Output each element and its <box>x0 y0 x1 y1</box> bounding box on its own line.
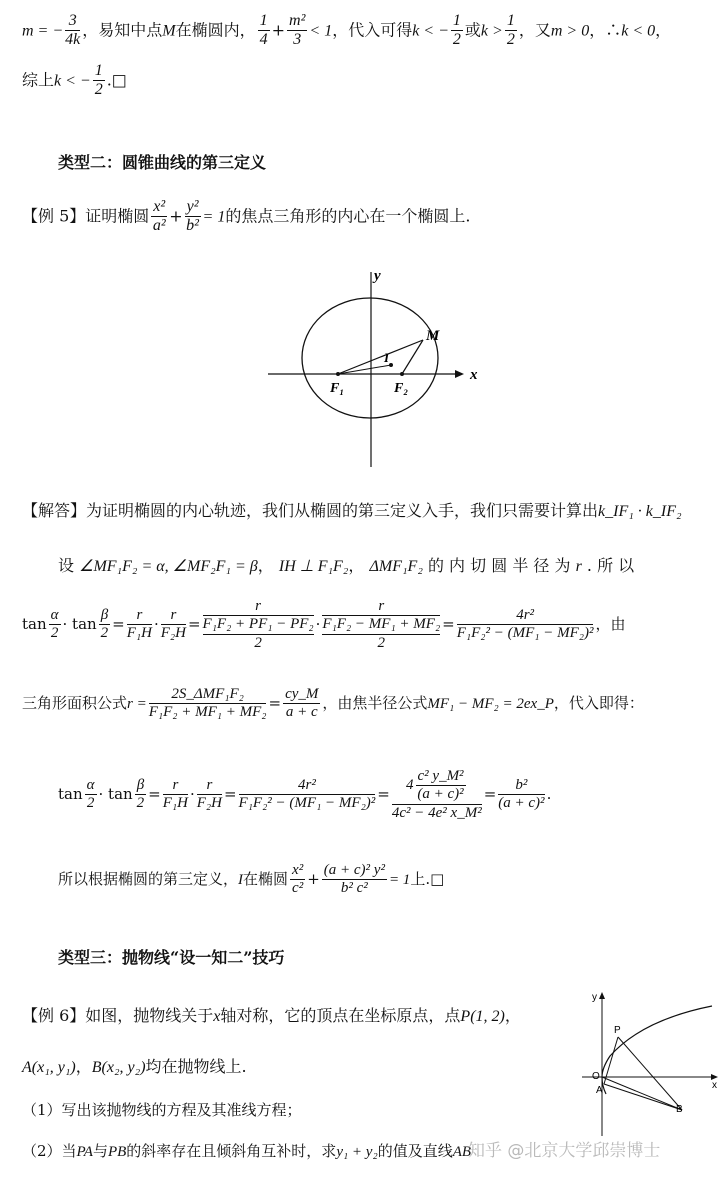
F1-label: F₁ <box>330 381 345 396</box>
y-axis-label: y <box>592 992 597 1003</box>
I-label: I <box>384 350 390 365</box>
alpha-half: $\frac{\alpha}{2}$ <box>50 607 59 642</box>
watermark: 知乎 @北京大学邱崇博士 <box>468 1141 661 1161</box>
ellipse-curve <box>302 298 438 418</box>
beta-half-2: $\frac{\beta}{2}$ <box>136 777 145 812</box>
example6-question1: （1）写出该抛物线的方程及其准线方程； <box>22 1101 302 1119</box>
complex-fraction-2: r F₁F₂ − MF₁ + MF₂ 2 <box>322 598 441 651</box>
fraction-half-2: $\frac{1}{2}$ <box>506 12 515 49</box>
fraction-x2-a2: $\frac{\text{x²}}{\text{a²}}$ <box>152 198 166 235</box>
section-title-type3: 类型三：抛物线“设一知二”技巧 <box>58 948 285 967</box>
point-I <box>389 363 393 367</box>
fraction-half-3: $\frac{1}{2}$ <box>94 62 103 99</box>
segment-F1-I <box>338 365 391 374</box>
complex-fraction-1: r F₁F₂ + PF₁ − PF₂ 2 <box>202 598 314 651</box>
point-F1 <box>336 372 340 376</box>
segment-O-B <box>602 1077 682 1110</box>
section-title-type2: 类型二：圆锥曲线的第三定义 <box>58 153 267 172</box>
segment-F2-M <box>402 340 423 374</box>
area-fraction: $\frac{\text{2S\_ΔMF₁F₂}}{\text{F₁F₂ + MF₁ + MF₂}}$ <box>148 686 267 721</box>
b2-fraction: $\frac{\text{b²}}{\text{(a + c)²}}$ <box>498 777 545 812</box>
F2-label: F₂ <box>394 381 409 396</box>
fraction-y2-b2: $\frac{\text{y²}}{\text{b²}}$ <box>186 198 199 235</box>
ellipse-figure <box>260 262 490 472</box>
B-label: B <box>676 1104 683 1115</box>
fraction-3-over-4k: $\frac{3}{4k}$ <box>65 12 81 49</box>
inner-fraction: $\frac{\text{c² y\_M²}}{\text{(a + c)²}}$ <box>417 768 464 803</box>
example5-statement: 【例 5】证明椭圆 $\frac{\text{x²}}{\text{a²}}$ + $\frac{\text{y²}}{\text{b²}}$ = 1的焦点三角形的内心在一个椭圆上. <box>22 198 471 235</box>
m-expression: m = − <box>22 22 64 40</box>
fraction-m2-over-3: $\frac{\text{m²}}{3}$ <box>289 12 306 49</box>
P-label: P <box>614 1025 621 1036</box>
r-over-F2H: $\frac{r}{\text{F₂H}}$ <box>160 607 186 642</box>
fraction-1-over-4: $\frac{1}{4}$ <box>259 12 268 49</box>
x-axis-arrow <box>455 370 464 378</box>
top-formula-line: m = − $\frac{3}{4k}$ ，易知中点M在椭圆内， $\frac{1}{4}$ + $\frac{\text{m²}}{3}$ < 1，代入可得k < − $\frac{1}{2}$ 或k > $\frac{1}{2}$ ，又m > 0，∴k < 0， <box>22 12 672 49</box>
beta-half: $\frac{\beta}{2}$ <box>100 607 109 642</box>
y-axis-arrow <box>599 992 605 999</box>
r-over-F1H: $\frac{r}{\text{F₁H}}$ <box>126 607 152 642</box>
x-axis-label: x <box>470 367 478 383</box>
example6-line1: 【例 6】如图，抛物线关于x轴对称，它的顶点在坐标原点，点P(1, 2)， <box>22 1006 521 1025</box>
cyM-fraction: $\frac{cy\_M}{a + c}$ <box>285 686 319 721</box>
ac-y2-fraction: $\frac{\text{(a + c)² y²}}{\text{b² c²}}$ <box>323 862 385 897</box>
fraction-half: $\frac{1}{2}$ <box>452 12 461 49</box>
alpha-half-2: $\frac{\alpha}{2}$ <box>86 777 95 812</box>
point-F2 <box>400 372 404 376</box>
A-label: A <box>596 1085 603 1096</box>
nested-fraction: 4 $\frac{\text{c² y\_M²}}{\text{(a + c)²}}$ 4c² − 4e² x_M² <box>391 768 482 821</box>
area-formula-line: 三角形面积公式r = $\frac{\text{2S\_ΔMF₁F₂}}{\text{F₁F₂ + MF₁ + MF₂}}$ = $\frac{cy\_M}{a + c}$ ，由焦半径公式MF₁ − MF₂ = 2ex_P，代入即得： <box>22 686 644 721</box>
r-over-F1H-2: $\frac{r}{\text{F₁H}}$ <box>162 777 188 812</box>
r-over-F2H-2: $\frac{r}{\text{F₂H}}$ <box>196 777 222 812</box>
segment-F1-M <box>338 340 423 374</box>
equation-2: tan $\frac{\alpha}{2}$ · tan $\frac{\beta}{2}$ = $\frac{r}{\text{F₁H}}$ · $\frac{r}{\text{F₂H}}$ = $\frac{\text{4r²}}{\text{F₁F₂² − (MF₁ − MF₂)²}}$ = 4 $\frac{\text{c² y\_M²}}{\text{(a + c)²}}$ 4c² − 4e² x_M² = $\frac{\text{b²}}{\text{(a + c)²}}$ . <box>58 768 552 821</box>
O-label: O <box>592 1071 600 1082</box>
x2-c2-fraction: $\frac{\text{x²}}{\text{c²}}$ <box>292 862 304 897</box>
y-axis-label: y <box>374 268 381 284</box>
conclusion-line: 所以根据椭圆的第三定义，I在椭圆 $\frac{\text{x²}}{\text{c²}}$ + $\frac{\text{(a + c)² y²}}{\text{b² c²}}$ = 1上.□ <box>58 862 445 897</box>
x-axis-label: x <box>712 1080 717 1091</box>
equation-1: tan $\frac{\alpha}{2}$ · tan $\frac{\beta}{2}$ = $\frac{r}{\text{F₁H}}$ · $\frac{r}{\text{F₂H}}$ = r F₁F₂ + PF₁ − PF₂ 2 · r F₁F₂ − MF₁ + MF₂ 2 = $\frac{\text{4r²}}{\text{F₁F₂² − (MF₁ − MF₂)²}}$ ，由 <box>22 598 626 651</box>
fraction-4r2: $\frac{\text{4r²}}{\text{F₁F₂² − (MF₁ − MF₂)²}}$ <box>238 777 376 812</box>
result-fraction-1: $\frac{\text{4r²}}{\text{F₁F₂² − (MF₁ − MF₂)²}}$ <box>456 607 594 642</box>
summary-line: 综上k < − $\frac{1}{2}$ .□ <box>22 62 127 99</box>
example6-question2: （2）当PA与PB的斜率存在且倾斜角互补时，求y₁ + y₂的值及直线AB <box>22 1142 472 1160</box>
parabola-figure <box>572 988 722 1138</box>
M-label: M <box>426 328 440 344</box>
solution-intro: 【解答】为证明椭圆的内心轨迹，我们从椭圆的第三定义入手，我们只需要计算出k_IF₁ · k_IF₂ <box>22 501 682 520</box>
setup-line: 设 ∠MF₁F₂ = α, ∠MF₂F₁ = β， IH ⊥ F₁F₂， ΔMF₁F₂ 的 内 切 圆 半 径 为 r . 所 以 <box>58 556 635 575</box>
example6-line2: A(x₁, y₁)，B(x₂, y₂)均在抛物线上. <box>22 1057 247 1076</box>
